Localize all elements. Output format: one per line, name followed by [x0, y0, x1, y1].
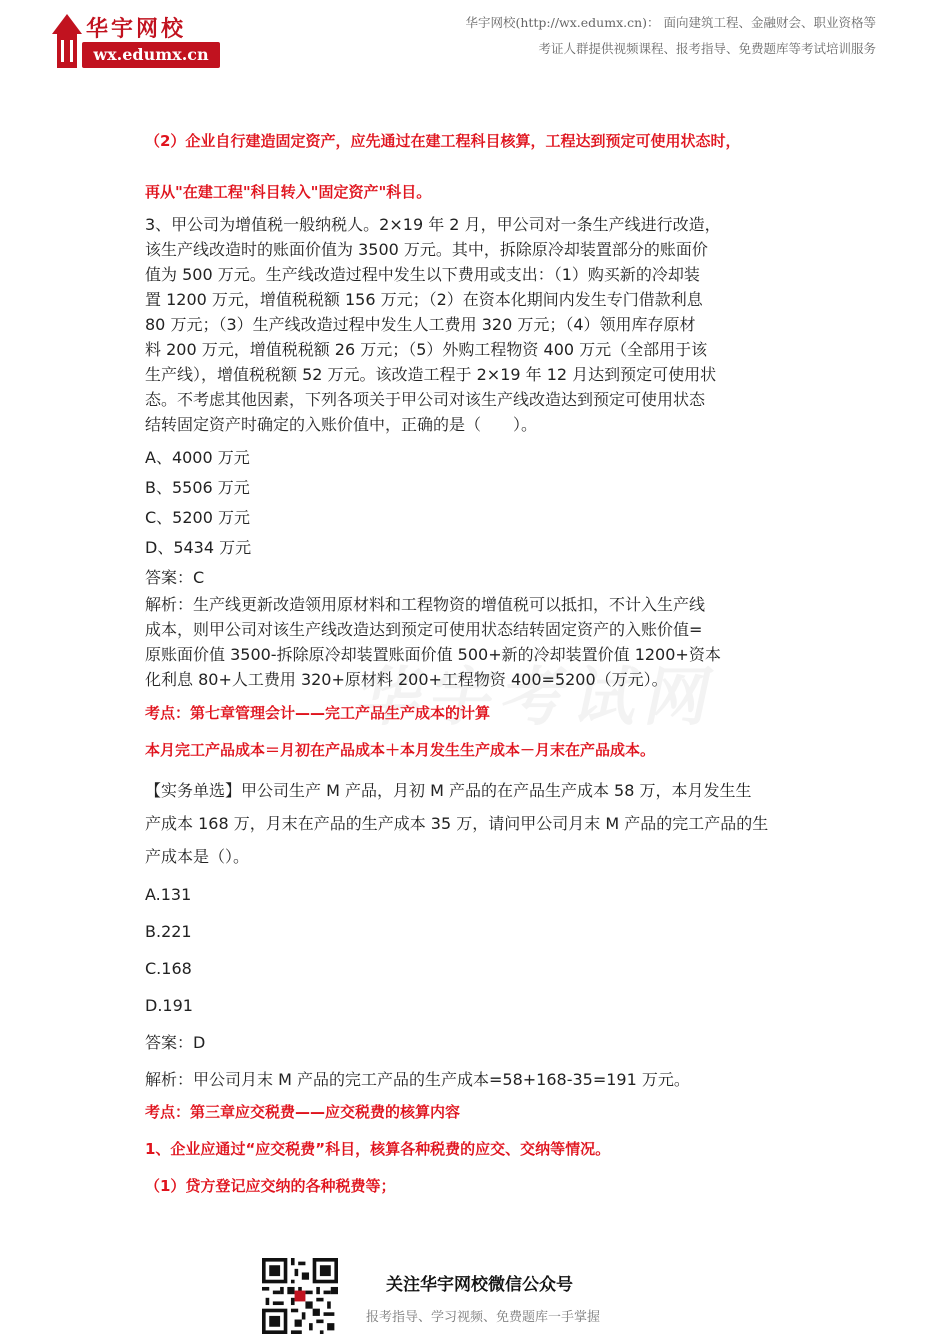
stem-line: 【实务单选】甲公司生产 M 产品，月初 M 产品的在产品生产成本 58 万，本月发生生 [145, 781, 752, 800]
option-b: B、5506 万元 [145, 478, 250, 497]
practice-question-stem [145, 774, 810, 873]
option-a: A.131 [145, 885, 192, 904]
note-line-1: （2）企业自行建造固定资产，应先通过在建工程科目核算，工程达到预定可使用状态时， [145, 132, 741, 150]
option-d: D.191 [145, 996, 193, 1015]
stem-line: 料 200 万元，增值税税额 26 万元；（5）外购工程物资 400 万元（全部用于该 [145, 340, 708, 359]
answer: 答案：D [145, 1033, 206, 1052]
question-3-stem [145, 212, 810, 437]
option-a: A、4000 万元 [145, 448, 250, 467]
wechat-qr-code-icon[interactable] [262, 1258, 338, 1334]
header-line-2: 考证人群提供视频课程、报考指导、免费题库等考试培训服务 [538, 41, 876, 56]
logo-brand-text: 华宇网校 [86, 16, 187, 42]
question-3-options [145, 443, 810, 593]
option-c: C、5200 万元 [145, 508, 250, 527]
analysis-line: 解析：生产线更新改造领用原材料和工程物资的增值税可以抵扣，不计入生产线 [145, 595, 706, 614]
point-1: 1、企业应通过“应交税费”科目，核算各种税费的应交、交纳等情况。 [145, 1140, 611, 1158]
stem-line: 产成本 168 万，月末在产品的生产成本 35 万，请问甲公司月末 M 产品的完工产品的生 [145, 814, 769, 833]
stem-line: 生产线），增值税税额 52 万元。该改造工程于 2×19 年 12 月达到预定可使用状 [145, 365, 717, 384]
analysis-line: 原账面价值 3500-拆除原冷却装置账面价值 500+新的冷却装置价值 1200+资本 [145, 645, 721, 664]
question-3-analysis [145, 592, 810, 692]
stem-line: 产成本是（）。 [145, 847, 250, 866]
pencil-logo-icon [52, 14, 82, 68]
option-d: D、5434 万元 [145, 538, 252, 557]
stem-line: 3、甲公司为增值税一般纳税人。2×19 年 2 月，甲公司对一条生产线进行改造， [145, 215, 721, 234]
footer-subtitle: 报考指导、学习视频、免费题库一手掌握 [366, 1310, 601, 1325]
answer: 答案：C [145, 568, 205, 587]
logo-url-text: wx.edumx.cn [82, 42, 220, 68]
option-c: C.168 [145, 959, 192, 978]
site-logo[interactable] [48, 8, 224, 70]
practice-question-options [145, 876, 810, 1098]
stem-line: 值为 500 万元。生产线改造过程中发生以下费用或支出：（1）购买新的冷却装 [145, 265, 700, 284]
stem-line: 置 1200 万元，增值税税额 156 万元；（2）在资本化期间内发生专门借款利息 [145, 290, 703, 309]
formula: 本月完工产品成本＝月初在产品成本＋本月发生生产成本－月末在产品成本。 [145, 741, 656, 759]
stem-line: 该生产线改造时的账面价值为 3500 万元。其中，拆除原冷却装置部分的账面价 [145, 240, 708, 259]
footer-title: 关注华宇网校微信公众号 [386, 1275, 573, 1295]
topic-heading: 考点：第七章管理会计——完工产品生产成本的计算 [145, 704, 491, 722]
analysis-line: 成本，则甲公司对该生产线改造达到预定可使用状态结转固定资产的入账价值= [145, 620, 703, 639]
header-line-1: 华宇网校(http://wx.edumx.cn)： 面向建筑工程、金融财会、职业资格等 [465, 15, 876, 30]
topic-heading: 考点：第三章应交税费——应交税费的核算内容 [145, 1103, 461, 1121]
option-b: B.221 [145, 922, 192, 941]
analysis-line: 化利息 80+人工费用 320+原材料 200+工程物资 400=5200（万元）。 [145, 670, 668, 689]
stem-line: 结转固定资产时确定的入账价值中，正确的是（ ）。 [145, 415, 538, 434]
analysis: 解析：甲公司月末 M 产品的完工产品的生产成本=58+168-35=191 万元。 [145, 1070, 690, 1089]
stem-line: 80 万元；（3）生产线改造过程中发生人工费用 320 万元；（4）领用库存原材 [145, 315, 696, 334]
note-line-2: 再从"在建工程"科目转入"固定资产"科目。 [145, 183, 432, 201]
header-tagline [465, 10, 876, 62]
stem-line: 态。不考虑其他因素，下列各项关于甲公司对该生产线改造达到预定可使用状态 [145, 390, 706, 409]
point-1-sub: （1）贷方登记应交纳的各种税费等； [145, 1177, 396, 1195]
